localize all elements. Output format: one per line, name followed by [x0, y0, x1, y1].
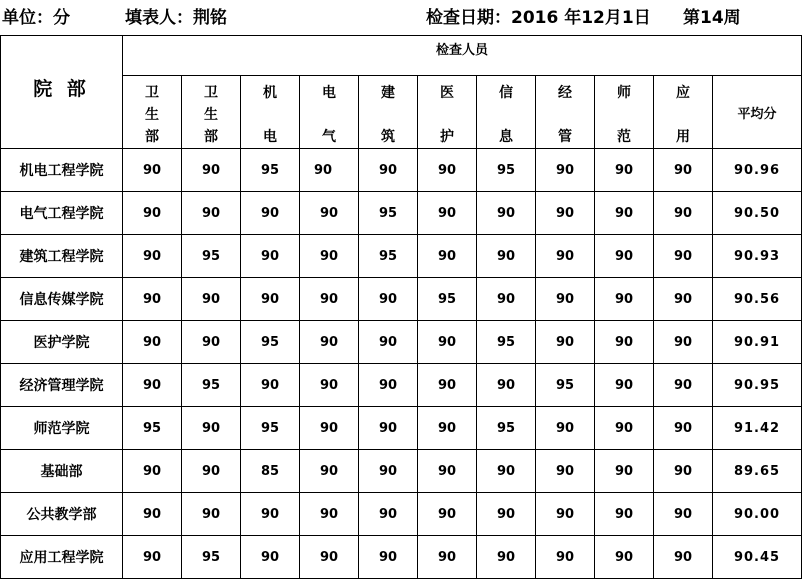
score-cell: 90 [182, 450, 241, 493]
score-cell: 90 [182, 149, 241, 192]
score-cell: 90 [241, 536, 300, 579]
score-cell: 90 [359, 536, 418, 579]
score-cell: 90 [182, 321, 241, 364]
score-cell: 90 [418, 450, 477, 493]
inspector-header-char: 建 [381, 85, 395, 101]
inspector-header [477, 76, 536, 149]
table-row [1, 321, 802, 364]
inspector-header-char: 信 [499, 85, 513, 101]
score-cell: 95 [536, 364, 595, 407]
score-cell: 90 [359, 493, 418, 536]
average-score: 90.96 [713, 149, 802, 192]
inspector-header [182, 76, 241, 149]
inspector-header [123, 76, 182, 149]
department-name: 建筑工程学院 [1, 235, 123, 278]
score-cell: 90 [418, 364, 477, 407]
inspector-header-char [418, 104, 476, 126]
score-cell: 90 [359, 450, 418, 493]
table-row [1, 235, 802, 278]
inspector-header-char: 应 [676, 85, 690, 101]
table-row [1, 192, 802, 235]
average-score: 89.65 [713, 450, 802, 493]
inspector-header-char: 范 [617, 129, 631, 145]
inspector-header-char: 管 [558, 129, 572, 145]
inspector-header-char: 师 [617, 85, 631, 101]
inspector-header-char: 部 [204, 129, 218, 145]
inspectors-group-header: 检查人员 [123, 36, 802, 76]
department-name: 医护学院 [1, 321, 123, 364]
inspection-score-table [0, 35, 802, 579]
average-score: 91.42 [713, 407, 802, 450]
table-row [1, 364, 802, 407]
score-cell: 85 [241, 450, 300, 493]
dept-column-header: 院 部 [1, 36, 123, 149]
inspector-header-char: 电 [322, 85, 336, 101]
average-score: 90.45 [713, 536, 802, 579]
inspector-header-char: 经 [558, 85, 572, 101]
score-cell: 90 [595, 364, 654, 407]
department-name: 机电工程学院 [1, 149, 123, 192]
score-cell: 90 [300, 235, 359, 278]
score-cell: 90 [182, 278, 241, 321]
score-cell: 95 [182, 536, 241, 579]
score-cell: 90 [418, 321, 477, 364]
score-cell: 90 [536, 321, 595, 364]
inspector-header [536, 76, 595, 149]
score-cell: 95 [182, 364, 241, 407]
inspection-date: 检查日期：2016 年12月1日 [426, 8, 651, 28]
score-cell: 90 [123, 536, 182, 579]
score-cell: 90 [182, 407, 241, 450]
score-cell: 90 [654, 235, 713, 278]
inspector-header-char [536, 104, 594, 126]
department-name: 师范学院 [1, 407, 123, 450]
average-score: 90.93 [713, 235, 802, 278]
score-cell: 90 [182, 493, 241, 536]
inspector-header-char: 用 [676, 129, 690, 145]
inspector-header-char [654, 104, 712, 126]
score-cell: 90 [595, 321, 654, 364]
score-cell: 90 [300, 192, 359, 235]
score-cell: 90 [241, 364, 300, 407]
average-score: 90.50 [713, 192, 802, 235]
inspector-header-char [241, 104, 299, 126]
department-name: 经济管理学院 [1, 364, 123, 407]
score-cell: 90 [595, 493, 654, 536]
score-cell: 90 [300, 450, 359, 493]
score-cell: 90 [123, 364, 182, 407]
department-name: 信息传媒学院 [1, 278, 123, 321]
score-cell: 95 [359, 235, 418, 278]
unit-label: 单位：分 [2, 8, 70, 28]
inspector-header [241, 76, 300, 149]
score-cell: 95 [241, 149, 300, 192]
score-cell: 90 [418, 493, 477, 536]
score-cell: 90 [595, 278, 654, 321]
score-cell: 90 [654, 321, 713, 364]
average-score: 90.91 [713, 321, 802, 364]
score-cell: 90 [536, 407, 595, 450]
score-cell: 90 [654, 450, 713, 493]
score-cell: 90 [536, 493, 595, 536]
score-cell: 90 [359, 364, 418, 407]
table-row [1, 493, 802, 536]
score-cell: 95 [241, 321, 300, 364]
score-cell: 90 [123, 321, 182, 364]
score-cell: 90 [123, 493, 182, 536]
score-cell: 90 [654, 493, 713, 536]
score-cell: 90 [654, 407, 713, 450]
score-cell: 90 [654, 364, 713, 407]
score-cell: 90 [418, 149, 477, 192]
average-column-header: 平均分 [713, 76, 802, 149]
score-cell: 90 [595, 407, 654, 450]
table-row [1, 278, 802, 321]
score-cell: 90 [123, 149, 182, 192]
score-cell: 90 [123, 450, 182, 493]
score-cell: 90 [418, 536, 477, 579]
inspector-header-char: 生 [145, 107, 159, 123]
score-cell: 90 [536, 149, 595, 192]
inspector-header [418, 76, 477, 149]
score-cell: 90 [418, 192, 477, 235]
score-cell: 90 [477, 364, 536, 407]
department-name: 电气工程学院 [1, 192, 123, 235]
inspector-header-char: 部 [145, 129, 159, 145]
table-row [1, 149, 802, 192]
score-cell: 95 [359, 192, 418, 235]
score-cell: 95 [241, 407, 300, 450]
inspector-header-char: 筑 [381, 129, 395, 145]
inspector-header [300, 76, 359, 149]
score-cell: 90 [595, 192, 654, 235]
score-cell: 95 [477, 149, 536, 192]
score-cell: 90 [536, 235, 595, 278]
inspector-header-char: 护 [440, 129, 454, 145]
score-cell: 90 [359, 278, 418, 321]
inspector-header-char: 气 [322, 129, 336, 145]
score-cell: 95 [418, 278, 477, 321]
score-cell: 90 [477, 493, 536, 536]
score-cell: 90 [182, 192, 241, 235]
average-score: 90.00 [713, 493, 802, 536]
score-cell: 90 [300, 536, 359, 579]
score-cell: 90 [359, 149, 418, 192]
department-name: 公共教学部 [1, 493, 123, 536]
table-row [1, 536, 802, 579]
score-cell: 95 [182, 235, 241, 278]
score-cell: 95 [477, 407, 536, 450]
average-score: 90.56 [713, 278, 802, 321]
score-cell: 90 [241, 235, 300, 278]
score-cell: 90 [300, 149, 359, 192]
score-cell: 90 [123, 235, 182, 278]
table-row [1, 407, 802, 450]
inspector-header [595, 76, 654, 149]
average-score: 90.95 [713, 364, 802, 407]
inspector-header-char: 医 [440, 85, 454, 101]
inspector-header-char [359, 104, 417, 126]
inspector-header-char: 机 [263, 85, 277, 101]
score-cell: 90 [477, 278, 536, 321]
score-cell: 90 [654, 536, 713, 579]
score-cell: 90 [477, 536, 536, 579]
score-cell: 90 [477, 450, 536, 493]
department-name: 应用工程学院 [1, 536, 123, 579]
inspector-header-char: 卫 [204, 85, 218, 101]
score-cell: 90 [418, 407, 477, 450]
score-cell: 90 [300, 321, 359, 364]
score-cell: 90 [123, 278, 182, 321]
score-cell: 95 [477, 321, 536, 364]
inspector-header-char [477, 104, 535, 126]
inspector-header-char [300, 104, 358, 126]
inspector-header [359, 76, 418, 149]
score-cell: 90 [595, 149, 654, 192]
score-cell: 90 [536, 536, 595, 579]
inspector-header-char: 电 [263, 129, 277, 145]
inspector-header-char: 息 [499, 129, 513, 145]
inspector-header-char: 卫 [145, 85, 159, 101]
score-cell: 90 [654, 278, 713, 321]
score-cell: 90 [300, 364, 359, 407]
score-cell: 90 [418, 235, 477, 278]
score-cell: 90 [241, 278, 300, 321]
score-cell: 90 [477, 192, 536, 235]
score-cell: 90 [536, 450, 595, 493]
score-cell: 90 [536, 278, 595, 321]
score-cell: 90 [654, 192, 713, 235]
score-cell: 90 [300, 407, 359, 450]
filler-label: 填表人：荆铭 [125, 8, 227, 28]
score-cell: 90 [536, 192, 595, 235]
score-cell: 90 [359, 321, 418, 364]
inspector-header-char [595, 104, 653, 126]
score-cell: 90 [241, 192, 300, 235]
inspector-header-char: 生 [204, 107, 218, 123]
score-cell: 90 [595, 536, 654, 579]
score-cell: 90 [123, 192, 182, 235]
department-name: 基础部 [1, 450, 123, 493]
score-cell: 90 [359, 407, 418, 450]
score-cell: 90 [300, 278, 359, 321]
score-cell: 90 [300, 493, 359, 536]
week-number: 第14周 [683, 8, 741, 28]
table-row [1, 450, 802, 493]
inspector-header [654, 76, 713, 149]
score-cell: 90 [477, 235, 536, 278]
score-cell: 90 [595, 450, 654, 493]
score-cell: 90 [595, 235, 654, 278]
score-cell: 90 [241, 493, 300, 536]
score-cell: 90 [654, 149, 713, 192]
score-cell: 95 [123, 407, 182, 450]
